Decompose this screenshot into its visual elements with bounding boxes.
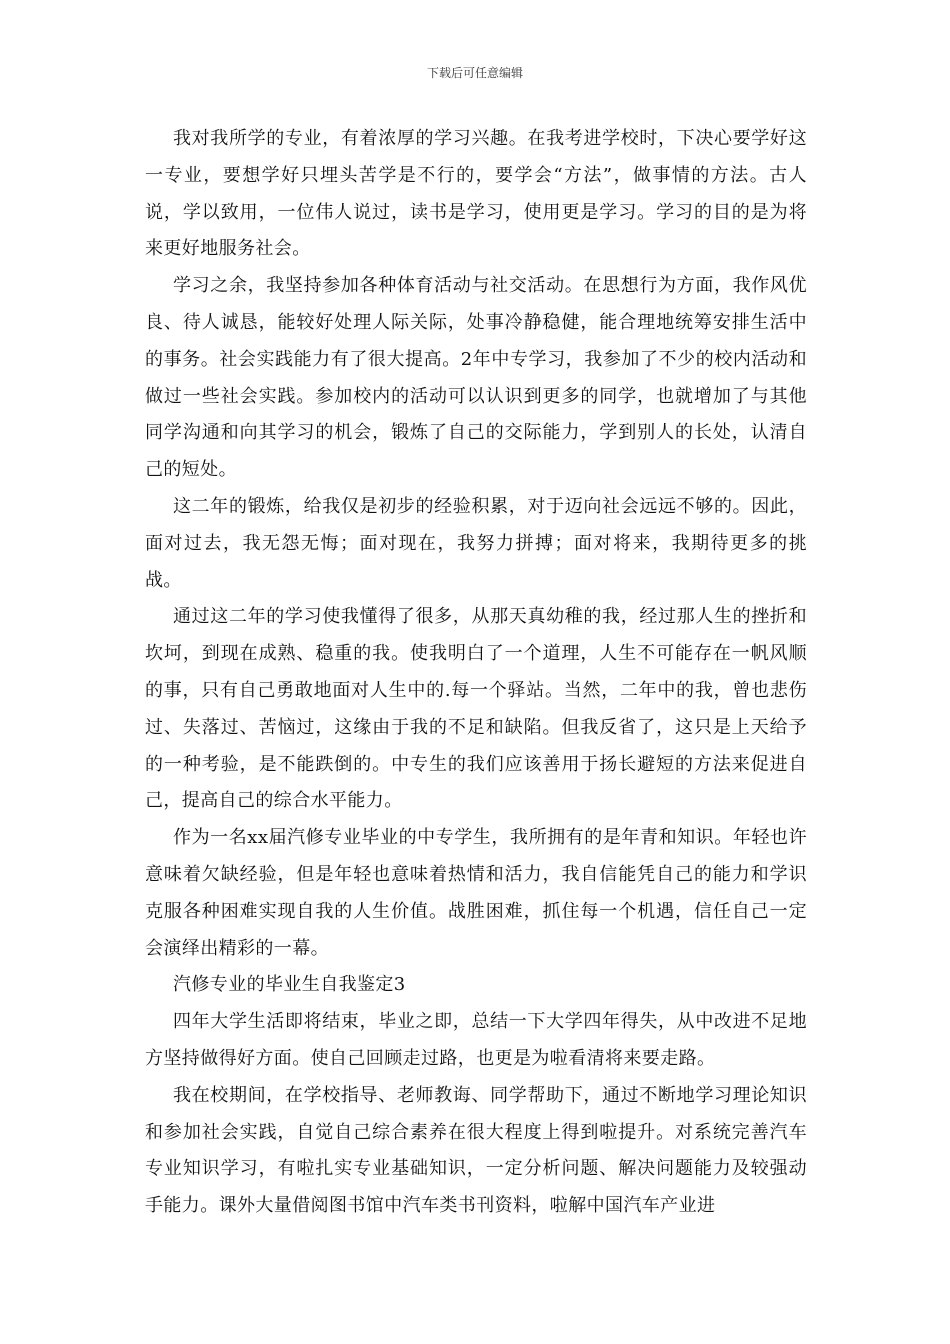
paragraph: 我在校期间，在学校指导、老师教诲、同学帮助下，通过不断地学习理论知识和参加社会实践，自觉自己综合素养在很大程度上得到啦提升。对系统完善汽车专业知识学习，有啦扎实专业基础知识，一定分析问题、解决问题能力及较强动手能力。课外大量借阅图书馆中汽车类书刊资料，啦解中国汽车产业进: [145, 1084, 807, 1217]
page-header-note: 下载后可任意编辑: [426, 66, 523, 80]
section-heading: 汽修专业的毕业生自我鉴定3: [173, 974, 406, 996]
paragraph: 作为一名xx届汽修专业毕业的中专学生，我所拥有的是年青和知识。年轻也许意味着欠缺经验，但是年轻也意味着热情和活力，我自信能凭自己的能力和学识克服各种困难实现自我的人生价值。战胜困难，抓住每一个机遇，信任自己一定会演绎出精彩的一幕。: [145, 827, 807, 959]
paragraph: 四年大学生活即将结束，毕业之即，总结一下大学四年得失，从中改进不足地方坚持做得好方面。使自己回顾走过路，也更是为啦看清将来要走路。: [145, 1011, 807, 1069]
paragraph: 学习之余，我坚持参加各种体育活动与社交活动。在思想行为方面，我作风优良、待人诚恳，能较好处理人际关际，处事冷静稳健，能合理地统筹安排生活中的事务。社会实践能力有了很大提高。2年中专学习，我参加了不少的校内活动和做过一些社会实践。参加校内的活动可以认识到更多的同学，也就增加了与其他同学沟通和向其学习的机会，锻炼了自己的交际能力，学到别人的长处，认清自己的短处。: [145, 275, 807, 481]
paragraph: 我对我所学的专业，有着浓厚的学习兴趣。在我考进学校时，下决心要学好这一专业，要想学好只埋头苦学是不行的，要学会“方法”，做事情的方法。古人说，学以致用，一位伟人说过，读书是学习，使用更是学习。学习的目的是为将来更好地服务社会。: [145, 128, 807, 260]
paragraph: 通过这二年的学习使我懂得了很多，从那天真幼稚的我，经过那人生的挫折和坎坷，到现在成熟、稳重的我。使我明白了一个道理，人生不可能存在一帆风顺的事，只有自己勇敢地面对人生中的.每一个驿站。当然，二年中的我，曾也悲伤过、失落过、苦恼过，这缘由于我的不足和缺陷。但我反省了，这只是上天给予的一种考验，是不能跌倒的。中专生的我们应该善用于扬长避短的方法来促进自己，提高自己的综合水平能力。: [145, 606, 807, 812]
document-body: [145, 121, 807, 1225]
paragraph: 这二年的锻炼，给我仅是初步的经验积累，对于迈向社会远远不够的。因此，面对过去，我无怨无悔；面对现在，我努力拼搏；面对将来，我期待更多的挑战。: [145, 495, 807, 591]
